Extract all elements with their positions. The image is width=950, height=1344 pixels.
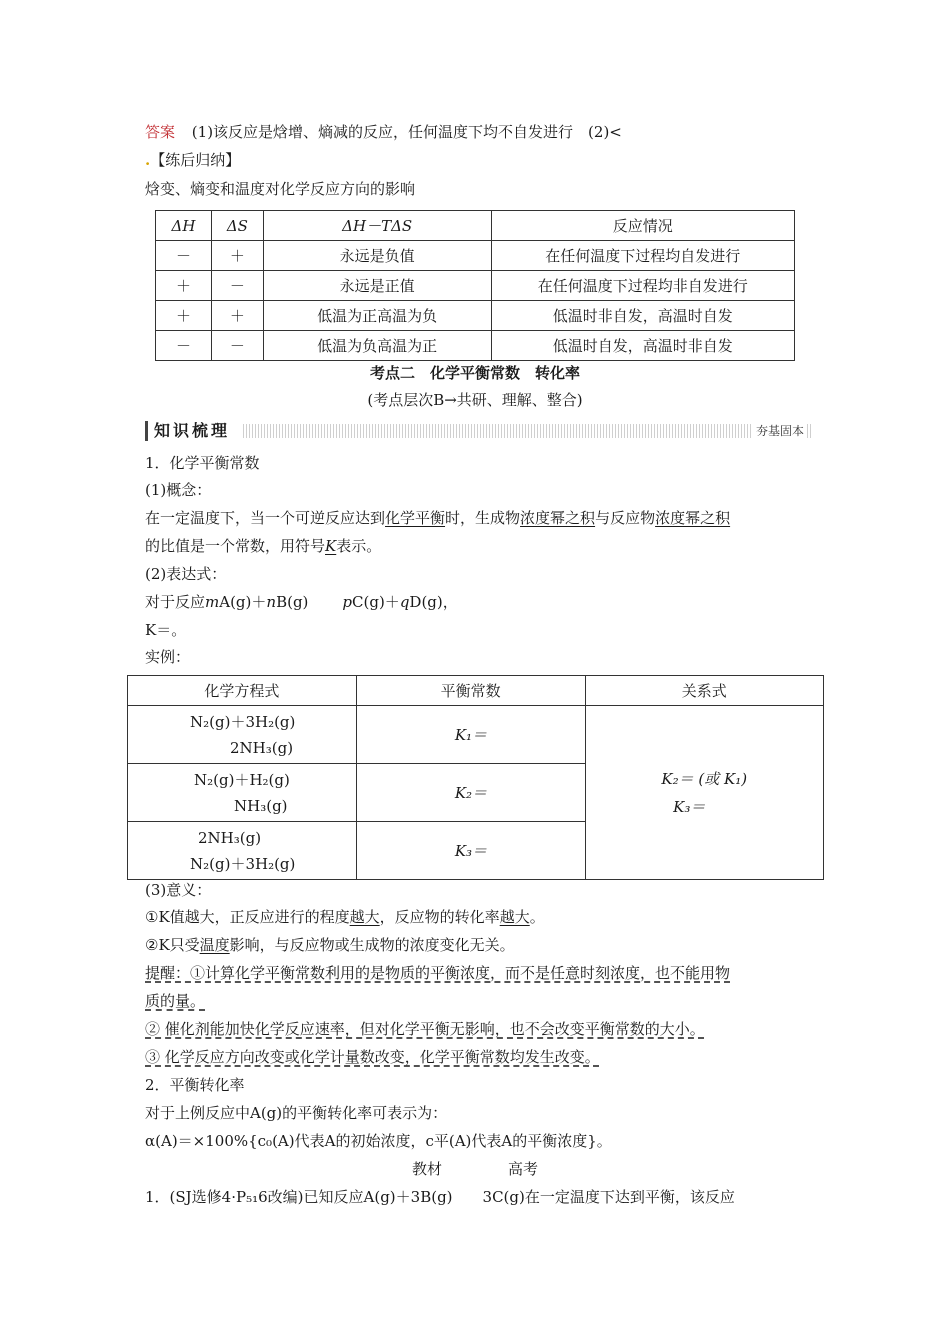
constant-cell — [356, 822, 585, 880]
section-title: 考点二 化学平衡常数 转化率 — [369, 364, 580, 382]
reaction-expression — [145, 592, 458, 612]
text-span: C(g)＋ — [352, 593, 400, 611]
equation-line: 2NH₃(g) — [230, 738, 294, 757]
relation-line: K₃＝ — [673, 797, 706, 816]
table-cell: － — [156, 331, 212, 361]
table-row — [156, 271, 795, 301]
text-span: 的比值是一个常数，用符号 — [145, 537, 326, 555]
table-row — [156, 241, 795, 271]
table-header-row — [128, 676, 824, 706]
table-cell: 在任何温度下过程均自发进行 — [491, 241, 795, 271]
col-header-constant: 平衡常数 — [356, 676, 585, 706]
enthalpy-entropy-table — [155, 210, 795, 361]
question-1: 1．(SJ选修4·P₅₁6改编)已知反应A(g)＋3B(g) 3C(g)在一定温度下达到平衡，该反应 — [145, 1188, 735, 1206]
summary-intro: 焓变、熵变和温度对化学反应方向的影响 — [145, 180, 416, 198]
meaning-point-1 — [145, 907, 545, 927]
constant-cell — [356, 764, 585, 822]
text-span: A(g)＋ — [219, 593, 267, 611]
bullet-dot-icon: . — [145, 151, 151, 169]
text-span: D(g)， — [409, 593, 458, 611]
col-header-dg: ΔH－TΔS — [263, 211, 491, 241]
equation-line: 2NH₃(g) — [198, 828, 262, 847]
heading-equilibrium-constant: 1．化学平衡常数 — [145, 454, 260, 472]
equation-cell — [128, 764, 357, 822]
footer-exam: 高考 — [508, 1160, 539, 1178]
banner-stripes — [243, 424, 813, 438]
coefficient: p — [342, 593, 353, 611]
table-cell: ＋ — [156, 301, 212, 331]
knowledge-banner — [145, 421, 813, 441]
meaning-point-2 — [145, 935, 515, 955]
text-span: ②K只受 — [145, 936, 200, 954]
answer-text: (1)该反应是焓增、熵减的反应，任何温度下均不自发进行 (2)< — [191, 123, 622, 141]
concept-label: (1)概念： — [145, 481, 212, 499]
constant-text: K₃＝ — [454, 841, 488, 860]
table-cell: － — [156, 241, 212, 271]
relation-cell — [585, 706, 823, 880]
col-header-dh: ΔH — [156, 211, 212, 241]
table-row — [156, 331, 795, 361]
table-header-row — [156, 211, 795, 241]
concept-sentence-2 — [145, 536, 381, 556]
equation-cell — [128, 822, 357, 880]
text-span: 在一定温度下，当一个可逆反应达到 — [145, 509, 386, 527]
table-cell: 永远是负值 — [263, 241, 491, 271]
text-span: ①K值越大，正反应进行的程度 — [145, 908, 350, 926]
section-subtitle: (考点层次B→共研、理解、整合) — [367, 391, 583, 409]
tip-1: 提醒：①计算化学平衡常数利用的是物质的平衡浓度，而不是任意时刻浓度，也不能用物 — [145, 964, 731, 982]
table-cell: 在任何温度下过程均非自发进行 — [491, 271, 795, 301]
tip-1-continued: 质的量。 — [145, 992, 206, 1010]
constant-text: K₂＝ — [454, 783, 488, 802]
conversion-formula: α(A)＝×100%{c₀(A)代表A的初始浓度，c平(A)代表A的平衡浓度}。 — [145, 1132, 612, 1150]
heading-conversion: 2．平衡转化率 — [145, 1076, 245, 1094]
table-cell: 低温时非自发，高温时自发 — [491, 301, 795, 331]
table-row — [156, 301, 795, 331]
table-cell: － — [211, 271, 263, 301]
blank-answer: 化学平衡 — [385, 509, 446, 527]
concept-sentence — [145, 508, 730, 528]
table-cell: 低温为正高温为负 — [263, 301, 491, 331]
text-span: B(g) — [276, 593, 309, 611]
equation-cell — [128, 706, 357, 764]
blank-answer: 浓度幂之积 — [520, 509, 596, 527]
table-cell: 永远是正值 — [263, 271, 491, 301]
col-header-result: 反应情况 — [491, 211, 795, 241]
text-span: 表示。 — [336, 537, 382, 555]
blank-answer: 越大 — [349, 908, 380, 926]
k-equation: K＝。 — [145, 621, 187, 639]
table-cell: ＋ — [156, 271, 212, 301]
text-span: 。 — [529, 908, 545, 926]
text-span: 对于反应 — [145, 593, 206, 611]
tip-2: ② 催化剂能加快化学反应速率，但对化学平衡无影响，也不会改变平衡常数的大小。 — [145, 1020, 705, 1038]
meaning-label: (3)意义： — [145, 881, 212, 899]
table-cell: ＋ — [211, 241, 263, 271]
constant-cell — [356, 706, 585, 764]
conversion-intro: 对于上例反应中A(g)的平衡转化率可表示为： — [145, 1104, 448, 1122]
text-span: ，反应物的转化率 — [379, 908, 500, 926]
table-cell: 低温时自发，高温时非自发 — [491, 331, 795, 361]
table-row — [128, 706, 824, 764]
constant-text: K₁＝ — [454, 725, 488, 744]
banner-title: 知识梳理 — [145, 421, 244, 441]
equation-line: N₂(g)＋H₂(g) — [194, 770, 290, 789]
coefficient: n — [266, 593, 277, 611]
table-cell: － — [211, 331, 263, 361]
equation-line: NH₃(g) — [234, 796, 288, 815]
answer-line — [145, 122, 622, 142]
answer-label: 答案 — [145, 123, 176, 141]
col-header-ds: ΔS — [211, 211, 263, 241]
examples-table — [127, 675, 824, 880]
text-span: 影响，与反应物或生成物的浓度变化无关。 — [229, 936, 515, 954]
footer-textbook: 教材 — [412, 1160, 443, 1178]
col-header-relation: 关系式 — [585, 676, 823, 706]
expression-label: (2)表达式： — [145, 565, 227, 583]
banner-tag: 夯基固本 — [753, 421, 807, 441]
equation-line: N₂(g)＋3H₂(g) — [190, 854, 296, 873]
equation-line: N₂(g)＋3H₂(g) — [190, 712, 296, 731]
table-cell: ＋ — [211, 301, 263, 331]
coefficient: q — [399, 593, 410, 611]
table-cell: 低温为负高温为正 — [263, 331, 491, 361]
example-label: 实例： — [145, 648, 191, 666]
coefficient: m — [205, 593, 220, 611]
summary-heading — [145, 150, 240, 170]
blank-answer: K — [325, 537, 337, 555]
text-span: 时，生成物 — [445, 509, 521, 527]
relation-line: K₂＝ (或 K₁) — [661, 769, 748, 788]
blank-answer: 浓度幂之积 — [655, 509, 731, 527]
summary-heading-text: 【练后归纳】 — [150, 151, 241, 169]
tip-3: ③ 化学反应方向改变或化学计量数改变，化学平衡常数均发生改变。 — [145, 1048, 600, 1066]
col-header-equation: 化学方程式 — [128, 676, 357, 706]
blank-answer: 越大 — [499, 908, 530, 926]
blank-answer: 温度 — [199, 936, 230, 954]
text-span: 与反应物 — [595, 509, 656, 527]
